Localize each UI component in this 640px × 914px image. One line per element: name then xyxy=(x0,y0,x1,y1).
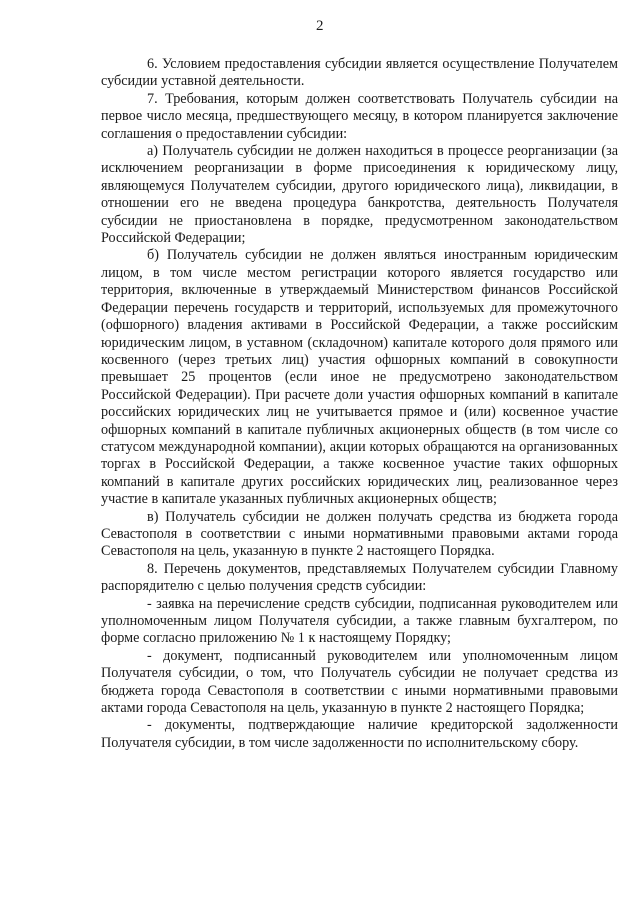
list-item-signed-document: - документ, подписанный руководителем или уполномоченным лицом Получателя субсидии, о том, что Получатель субсидии не получает средства из бюджета города Севастополя в соответствии с иными нормативными правовыми актами города Севастополя на цель, указанную в пункте 2 настоящего Порядка; xyxy=(101,647,618,717)
list-item-debt-documents: - документы, подтверждающие наличие кредиторской задолженности Получателя субсидии, в том числе задолженности по исполнительскому сбору. xyxy=(101,717,618,751)
paragraph-6-condition: 6. Условием предоставления субсидии является осуществление Получателем субсидии уставной деятельности. xyxy=(101,56,618,90)
list-item-application: - заявка на перечисление средств субсидии, подписанная руководителем или уполномоченным лицом Получателя субсидии, а также главным бухгалтером, по форме согласно приложению № 1 к настоящему Порядку; xyxy=(101,595,618,647)
paragraph-7a-reorganization: а) Получатель субсидии не должен находиться в процессе реорганизации (за исключением реорганизации в форме присоединения к юридическому лицу, являющемуся Получателем субсидии, другого юридического лица), ликвидации, в отношении его не введена процедура банкротства, деятельность Получателя субсидии не приостановлена в порядке, предусмотренном законодательством Российской Федерации; xyxy=(101,143,618,247)
document-body xyxy=(101,56,618,752)
paragraph-7b-foreign-entity: б) Получатель субсидии не должен являться иностранным юридическим лицом, в том числе местом регистрации которого является государство или территория, включенные в утверждаемый Министерством финансов Российской Федерации перечень государств и территорий, используемых для промежуточного (офшорного) владения активами в Российской Федерации, а также российским юридическим лицом, в уставном (складочном) капитале которого доля прямого или косвенного (через третьих лиц) участия офшорных компаний в совокупности превышает 25 процентов (если иное не предусмотрено законодательством Российской Федерации). При расчете доли участия офшорных компаний в капитале российских юридических лиц не учитывается прямое и (или) косвенное участие офшорных компаний в капитале публичных акционерных обществ (в том числе со статусом международной компании), акции которых обращаются на организованных торгах в Российской Федерации, а также косвенное участие таких офшорных компаний в капитале других российских юридических лиц, реализованное через участие в капитале указанных публичных акционерных обществ; xyxy=(101,247,618,508)
page-number: 2 xyxy=(316,18,324,34)
paragraph-8-documents: 8. Перечень документов, представляемых Получателем субсидии Главному распорядителю с целью получения средств субсидии: xyxy=(101,560,618,595)
paragraph-7c-budget-funds: в) Получатель субсидии не должен получать средства из бюджета города Севастополя в соответствии с иными нормативными правовыми актами города Севастополя на цель, указанную в пункте 2 настоящего Порядка. xyxy=(101,508,618,560)
paragraph-7-requirements: 7. Требования, которым должен соответствовать Получатель субсидии на первое число месяца, предшествующего месяцу, в котором планируется заключение соглашения о предоставлении субсидии: xyxy=(101,90,618,142)
